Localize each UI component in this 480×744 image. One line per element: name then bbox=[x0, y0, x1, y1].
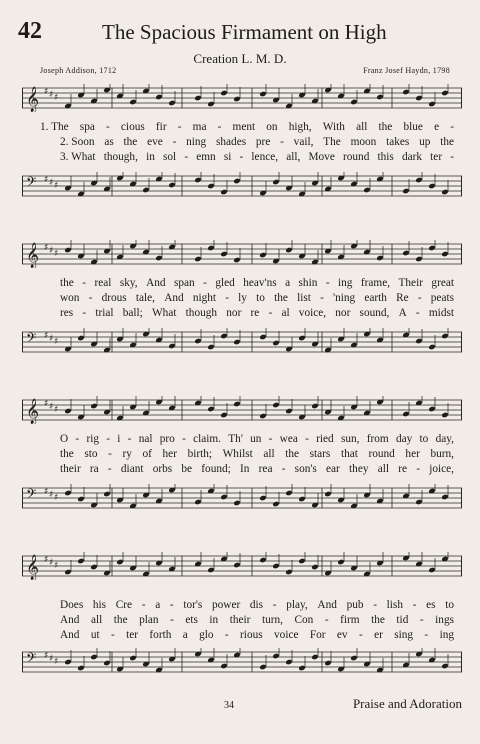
lyric-syllable: won bbox=[60, 292, 80, 304]
sharp-icon: ♯ bbox=[49, 334, 54, 344]
lyric-syllable: And bbox=[317, 599, 337, 611]
syllable-hyphen: - bbox=[225, 292, 229, 304]
verse-line-3 bbox=[22, 462, 462, 477]
lyric-syllable: plan bbox=[139, 614, 159, 626]
sharp-icon: ♯ bbox=[44, 87, 49, 97]
lyric-syllable: cious bbox=[120, 121, 145, 133]
lyric-syllable: And bbox=[60, 629, 80, 641]
lyric-syllable: The bbox=[323, 136, 341, 148]
lyric-syllable: voice bbox=[274, 629, 299, 641]
lyric-syllable: al bbox=[281, 307, 290, 319]
lyric-syllable: spa bbox=[79, 121, 95, 133]
lyric-syllable: emn bbox=[196, 151, 216, 163]
lyric-syllable: turn, bbox=[261, 614, 283, 626]
lyric-syllable: e bbox=[434, 121, 440, 133]
syllable-hyphen: - bbox=[169, 599, 174, 611]
lyric-syllable: day, bbox=[435, 433, 454, 445]
lyric-syllable: For bbox=[309, 629, 326, 641]
lyric-syllable: ut bbox=[90, 629, 100, 641]
lyric-syllable: son's bbox=[294, 463, 317, 475]
lyric-syllable: great bbox=[431, 277, 454, 289]
bass-staff bbox=[22, 648, 462, 676]
lyric-syllable: drous bbox=[101, 292, 127, 304]
lyric-syllable: their bbox=[60, 463, 81, 475]
lyric-syllable: blue bbox=[403, 121, 423, 133]
lyric-syllable: to bbox=[445, 599, 454, 611]
lyric-syllable: firm bbox=[340, 614, 360, 626]
syllable-hyphen: - bbox=[224, 629, 229, 641]
lyric-syllable: heav'ns bbox=[243, 277, 277, 289]
syllable-hyphen: - bbox=[239, 151, 244, 163]
syllable-hyphen: - bbox=[417, 292, 422, 304]
page-number: 34 bbox=[224, 700, 234, 711]
lyric-syllable: sound, bbox=[359, 307, 390, 319]
lyric-syllable: Does bbox=[60, 599, 84, 611]
lyric-syllable: si bbox=[223, 151, 232, 163]
lyric-syllable: lish bbox=[386, 599, 403, 611]
lyric-syllable: peats bbox=[430, 292, 454, 304]
lyric-syllable: And bbox=[164, 292, 184, 304]
lyric-syllable: the bbox=[440, 136, 454, 148]
syllable-hyphen: - bbox=[106, 433, 111, 445]
lyric-syllable: ets bbox=[185, 614, 198, 626]
bass-staff bbox=[22, 328, 462, 356]
lyric-syllable: dis bbox=[249, 599, 264, 611]
syllable-hyphen: - bbox=[127, 433, 132, 445]
lyric-syllable: a bbox=[182, 629, 188, 641]
lyric-syllable: ball; bbox=[122, 307, 143, 319]
sharp-icon: ♯ bbox=[44, 555, 49, 565]
lyric-syllable: sing bbox=[394, 629, 414, 641]
lyric-syllable: ter bbox=[126, 629, 139, 641]
lyric-syllable: A bbox=[398, 307, 407, 319]
lyric-syllable: trial bbox=[95, 307, 114, 319]
sharp-icon: ♯ bbox=[44, 487, 49, 497]
sharp-icon: ♯ bbox=[54, 561, 59, 571]
lyric-syllable: real bbox=[94, 277, 112, 289]
lyric-syllable: all bbox=[356, 121, 368, 133]
lyric-syllable: all, bbox=[286, 151, 301, 163]
lyric-syllable: vail, bbox=[293, 136, 314, 148]
lyric-syllable: be bbox=[181, 463, 193, 475]
syllable-hyphen: - bbox=[203, 277, 207, 289]
lyric-syllable: high, bbox=[288, 121, 312, 133]
lyric-syllable: a bbox=[155, 599, 161, 611]
sharp-icon: ♯ bbox=[54, 181, 59, 191]
lyric-syllable: though bbox=[185, 307, 218, 319]
syllable-hyphen: - bbox=[325, 277, 330, 289]
sharp-icon: ♯ bbox=[49, 654, 54, 664]
lyric-syllable: 1. The bbox=[40, 121, 69, 133]
lyric-syllable: in bbox=[209, 614, 219, 626]
lyric-syllable: night bbox=[192, 292, 217, 304]
lyric-syllable: they bbox=[349, 463, 369, 475]
lyric-syllable: ning bbox=[186, 136, 207, 148]
lyric-syllable: round bbox=[342, 151, 370, 163]
lyric-syllable: this bbox=[377, 151, 394, 163]
syllable-hyphen: - bbox=[141, 599, 146, 611]
lyric-syllable: And bbox=[60, 614, 80, 626]
lyric-syllable: glo bbox=[199, 629, 214, 641]
bass-clef-icon: 𝄢 bbox=[26, 330, 37, 349]
lyric-syllable: i bbox=[117, 433, 121, 445]
lyric-syllable: tid bbox=[396, 614, 409, 626]
lyric-syllable: joice, bbox=[429, 463, 454, 475]
syllable-hyphen: - bbox=[110, 629, 115, 641]
lyric-syllable: in bbox=[146, 151, 155, 163]
verse-line-2 bbox=[22, 613, 462, 628]
syllable-hyphen: - bbox=[324, 614, 329, 626]
lyric-syllable: fir bbox=[155, 121, 167, 133]
bass-clef-icon: 𝄢 bbox=[26, 486, 37, 505]
syllable-hyphen: - bbox=[82, 307, 87, 319]
lyric-syllable: Their bbox=[398, 277, 423, 289]
treble-staff bbox=[22, 552, 462, 580]
lyric-syllable: all bbox=[90, 614, 103, 626]
lyric-syllable: ings bbox=[435, 614, 454, 626]
sharp-icon: ♯ bbox=[44, 175, 49, 185]
syllable-hyphen: - bbox=[88, 292, 93, 304]
lyric-syllable: of bbox=[142, 448, 152, 460]
verse-line-2 bbox=[22, 135, 462, 150]
lyric-syllable: Cre bbox=[115, 599, 133, 611]
lyric-syllable: frame, bbox=[360, 277, 391, 289]
lyric-syllable: to bbox=[419, 433, 429, 445]
lyric-syllable: the bbox=[60, 277, 74, 289]
lyric-syllable: re bbox=[250, 307, 260, 319]
treble-clef-icon: 𝄞 bbox=[26, 87, 40, 112]
bass-staff bbox=[22, 484, 462, 512]
lyric-syllable: wea bbox=[279, 433, 298, 445]
syllable-hyphen: - bbox=[358, 629, 363, 641]
lyric-syllable: midst bbox=[428, 307, 454, 319]
lyric-syllable: their bbox=[229, 614, 251, 626]
lyric-syllable: sto bbox=[84, 448, 98, 460]
lyric-syllable: What bbox=[152, 307, 177, 319]
syllable-hyphen: - bbox=[424, 629, 429, 641]
lyric-syllable: burn, bbox=[430, 448, 454, 460]
syllable-hyphen: - bbox=[268, 307, 273, 319]
lyric-syllable: claim. bbox=[193, 433, 221, 445]
lyric-syllable: Whilst bbox=[222, 448, 253, 460]
lyric-syllable: dark bbox=[401, 151, 423, 163]
lyric-syllable: er bbox=[374, 629, 383, 641]
lyric-syllable: es bbox=[426, 599, 436, 611]
lyric-syllable: diant bbox=[120, 463, 144, 475]
verse-line-2 bbox=[22, 291, 462, 306]
lyric-syllable: all bbox=[263, 448, 275, 460]
lyric-syllable: Move bbox=[308, 151, 335, 163]
lyric-syllable: tor's bbox=[183, 599, 203, 611]
lyric-syllable: ing bbox=[338, 277, 353, 289]
lyric-syllable: And bbox=[146, 277, 166, 289]
lyric-syllable: ried bbox=[316, 433, 334, 445]
lyric-syllable: lence, bbox=[251, 151, 279, 163]
lyric-syllable: sol bbox=[163, 151, 177, 163]
lyric-syllable: the bbox=[60, 448, 74, 460]
lyric-syllable: ter bbox=[430, 151, 443, 163]
lyric-syllable: ment bbox=[232, 121, 256, 133]
syllable-hyphen: - bbox=[450, 121, 454, 133]
lyric-syllable: a bbox=[285, 277, 291, 289]
lyric-syllable: ry bbox=[122, 448, 132, 460]
treble-clef-icon: 𝄞 bbox=[26, 555, 40, 580]
syllable-hyphen: - bbox=[281, 463, 286, 475]
lyric-syllable: rea bbox=[258, 463, 273, 475]
syllable-hyphen: - bbox=[272, 599, 277, 611]
lyric-syllable: 2. Soon bbox=[60, 136, 95, 148]
lyric-syllable: In bbox=[240, 463, 250, 475]
composer-credit: Franz Josef Haydn, 1798 bbox=[363, 66, 450, 75]
lyric-syllable: ev bbox=[336, 629, 348, 641]
syllable-hyphen: - bbox=[170, 614, 174, 626]
treble-clef-icon: 𝄞 bbox=[26, 243, 40, 268]
lyric-syllable: the bbox=[371, 614, 385, 626]
treble-staff bbox=[22, 84, 462, 112]
lyric-syllable: though, bbox=[103, 151, 138, 163]
verse-line-1 bbox=[22, 598, 462, 613]
sharp-icon: ♯ bbox=[49, 178, 54, 188]
sharp-icon: ♯ bbox=[54, 657, 59, 667]
lyric-syllable: With bbox=[322, 121, 345, 133]
hymn-number: 42 bbox=[18, 18, 42, 44]
lyric-syllable: voice, bbox=[298, 307, 327, 319]
lyric-syllable: ing bbox=[439, 629, 454, 641]
lyric-syllable: moon bbox=[350, 136, 377, 148]
lyric-syllable: pro bbox=[159, 433, 175, 445]
sharp-icon: ♯ bbox=[44, 399, 49, 409]
lyric-syllable: 3. What bbox=[60, 151, 96, 163]
sharp-icon: ♯ bbox=[54, 405, 59, 415]
lyric-syllable: play, bbox=[286, 599, 308, 611]
lyric-syllable: eve bbox=[147, 136, 163, 148]
syllable-hyphen: - bbox=[177, 121, 182, 133]
lyric-syllable: ra bbox=[89, 463, 99, 475]
sharp-icon: ♯ bbox=[44, 331, 49, 341]
lyric-syllable: rig bbox=[86, 433, 99, 445]
tune-name: Creation L. M. D. bbox=[193, 51, 287, 66]
lyric-syllable: from bbox=[366, 433, 389, 445]
verse-line-1 bbox=[22, 432, 462, 447]
lyric-syllable: shin bbox=[298, 277, 318, 289]
lyric-syllable: Th' bbox=[228, 433, 243, 445]
lyric-syllable: the bbox=[113, 614, 128, 626]
syllable-hyphen: - bbox=[182, 433, 186, 445]
syllable-hyphen: - bbox=[184, 151, 189, 163]
syllable-hyphen: - bbox=[268, 433, 273, 445]
lyric-syllable: earth bbox=[364, 292, 387, 304]
lyric-syllable: on bbox=[266, 121, 278, 133]
lyric-syllable: up bbox=[419, 136, 431, 148]
verse-line-2 bbox=[22, 447, 462, 462]
lyric-syllable: forth bbox=[149, 629, 172, 641]
sharp-icon: ♯ bbox=[54, 249, 59, 259]
lyric-syllable: nal bbox=[138, 433, 153, 445]
syllable-hyphen: - bbox=[217, 121, 222, 133]
lyric-syllable: the bbox=[274, 292, 288, 304]
section-title: Praise and Adoration bbox=[352, 696, 462, 711]
syllable-hyphen: - bbox=[416, 463, 420, 475]
sharp-icon: ♯ bbox=[49, 246, 54, 256]
lyric-syllable: as bbox=[104, 136, 114, 148]
sharp-icon: ♯ bbox=[54, 337, 59, 347]
lyric-syllable: O bbox=[60, 433, 69, 445]
treble-clef-icon: 𝄞 bbox=[26, 399, 40, 424]
syllable-hyphen: - bbox=[106, 121, 110, 133]
syllable-hyphen: - bbox=[450, 151, 454, 163]
syllable-hyphen: - bbox=[107, 463, 112, 475]
lyric-syllable: rious bbox=[240, 629, 263, 641]
sharp-icon: ♯ bbox=[49, 402, 54, 412]
sharp-icon: ♯ bbox=[49, 90, 54, 100]
lyric-syllable: list bbox=[297, 292, 311, 304]
bass-clef-icon: 𝄢 bbox=[26, 174, 37, 193]
syllable-hyphen: - bbox=[108, 448, 112, 460]
lyric-syllable: orbs bbox=[152, 463, 173, 475]
sharp-icon: ♯ bbox=[44, 243, 49, 253]
lyric-syllable: ly bbox=[238, 292, 247, 304]
syllable-hyphen: - bbox=[280, 136, 284, 148]
lyric-syllable: the bbox=[123, 136, 138, 148]
treble-staff bbox=[22, 396, 462, 424]
lyric-syllable: span bbox=[173, 277, 195, 289]
syllable-hyphen: - bbox=[412, 599, 417, 611]
syllable-hyphen: - bbox=[172, 136, 177, 148]
lyric-syllable: sky, bbox=[119, 277, 138, 289]
lyric-syllable: sun, bbox=[340, 433, 360, 445]
lyric-syllable: re bbox=[398, 463, 407, 475]
lyric-syllable: found; bbox=[201, 463, 231, 475]
lyric-syllable: un bbox=[250, 433, 262, 445]
syllable-hyphen: - bbox=[415, 307, 420, 319]
verse-line-1 bbox=[22, 276, 462, 291]
bass-clef-icon: 𝄢 bbox=[26, 650, 37, 669]
lyric-syllable: nor bbox=[335, 307, 351, 319]
lyric-syllable: power bbox=[211, 599, 241, 611]
lyric-syllable: round bbox=[368, 448, 395, 460]
sharp-icon: ♯ bbox=[44, 651, 49, 661]
sharp-icon: ♯ bbox=[54, 493, 59, 503]
treble-staff bbox=[22, 240, 462, 268]
syllable-hyphen: - bbox=[82, 277, 87, 289]
lyric-syllable: the bbox=[378, 121, 393, 133]
lyric-syllable: res bbox=[60, 307, 74, 319]
lyric-syllable: that bbox=[340, 448, 358, 460]
verse-line-3 bbox=[22, 306, 462, 321]
bass-staff bbox=[22, 172, 462, 200]
lyric-syllable: Con bbox=[294, 614, 314, 626]
syllable-hyphen: - bbox=[373, 599, 377, 611]
lyric-syllable: shades bbox=[216, 136, 247, 148]
lyric-syllable: ma bbox=[192, 121, 207, 133]
lyric-syllable: pub bbox=[346, 599, 364, 611]
verse-line-3 bbox=[22, 628, 462, 643]
sharp-icon: ♯ bbox=[49, 558, 54, 568]
hymn-title: The Spacious Firmament on High bbox=[102, 20, 387, 44]
author-credit: Joseph Addison, 1712 bbox=[40, 66, 117, 75]
syllable-hyphen: - bbox=[320, 292, 324, 304]
verse-line-3 bbox=[22, 150, 462, 165]
lyric-syllable: nor bbox=[226, 307, 242, 319]
syllable-hyphen: - bbox=[75, 433, 80, 445]
sharp-icon: ♯ bbox=[54, 93, 59, 103]
lyric-syllable: 'ning bbox=[333, 292, 356, 304]
lyric-syllable: ear bbox=[326, 463, 340, 475]
lyric-syllable: birth; bbox=[187, 448, 213, 460]
lyric-syllable: pre bbox=[255, 136, 271, 148]
sharp-icon: ♯ bbox=[49, 490, 54, 500]
lyric-syllable: her bbox=[405, 448, 420, 460]
lyric-syllable: tale, bbox=[135, 292, 155, 304]
lyric-syllable: the bbox=[285, 448, 300, 460]
syllable-hyphen: - bbox=[419, 614, 424, 626]
lyric-syllable: takes bbox=[386, 136, 410, 148]
lyric-syllable: to bbox=[256, 292, 265, 304]
lyric-syllable: all bbox=[377, 463, 389, 475]
syllable-hyphen: - bbox=[305, 433, 309, 445]
lyric-syllable: his bbox=[92, 599, 107, 611]
lyric-syllable: her bbox=[162, 448, 177, 460]
lyric-syllable: day bbox=[395, 433, 413, 445]
lyric-syllable: gled bbox=[215, 277, 235, 289]
lyric-syllable: Re bbox=[396, 292, 409, 304]
lyric-syllable: stars bbox=[309, 448, 331, 460]
verse-line-1 bbox=[22, 120, 462, 135]
